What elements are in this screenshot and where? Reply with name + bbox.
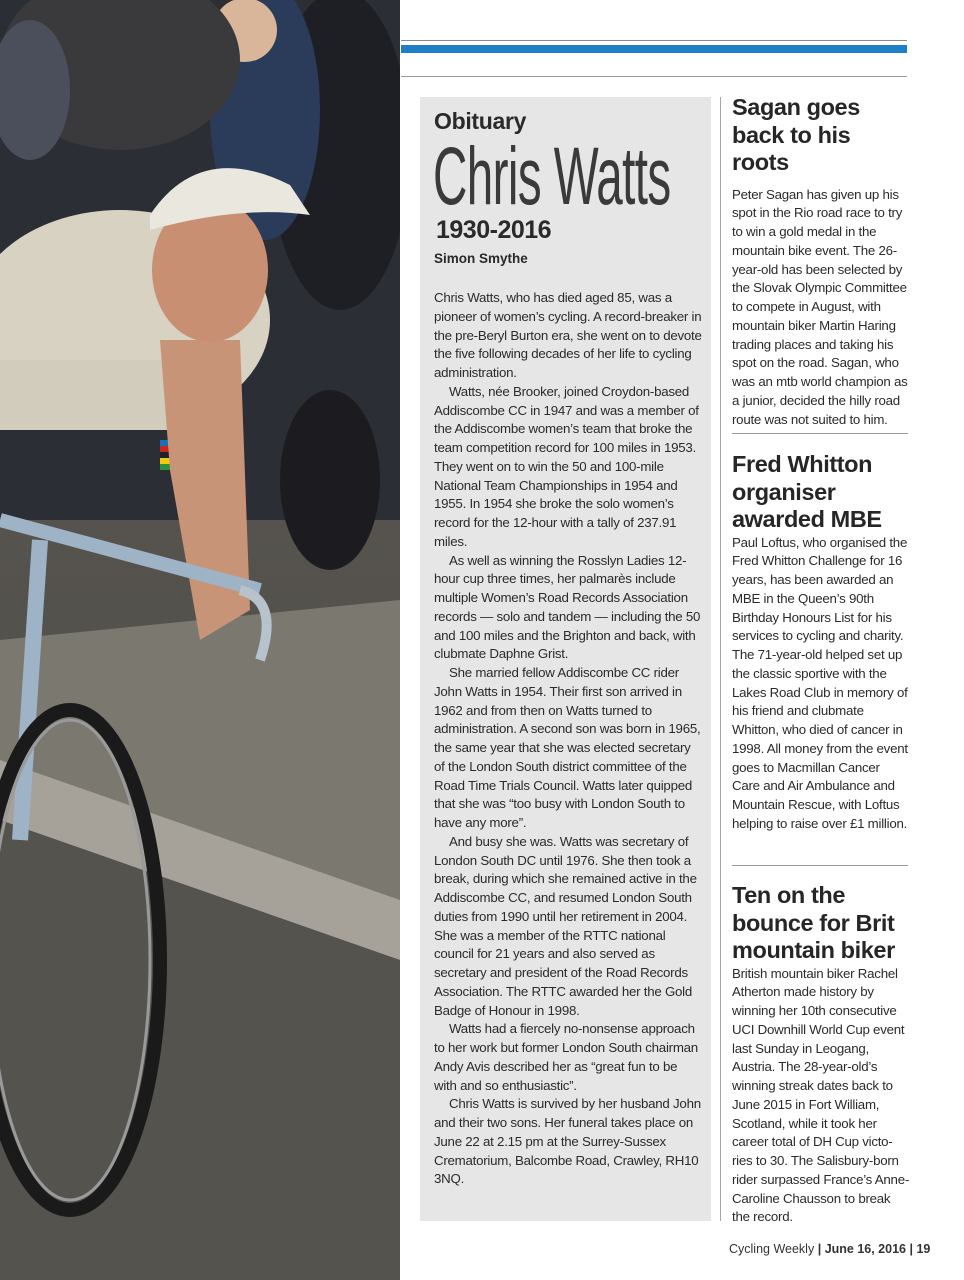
obituary-paragraph: And busy she was. Watts was secretary of London South DC until 1976. She then took a break, during which she remained active in the Addiscombe CC, and resumed London South duties from 1990 until her retirement in 2004. She was a member of the RTTC national council for 21 years and also served as secretary and president of the Road Records Association. The RTTC awarded her the Gold Badge of Honour in 1998. bbox=[434, 833, 697, 1018]
obituary-paragraph: Chris Watts, who has died aged 85, was a pioneer of women’s cycling. A record-breaker in the pre-Beryl Burton era, she went on to devote the five following decades of her life to cycling administration. bbox=[434, 290, 702, 380]
header-rule-bottom bbox=[401, 76, 907, 77]
news-brief bbox=[732, 451, 910, 834]
news-body: Peter Sagan has given up his spot in the Rio road race to try to win a gold medal in the mountain bike event. The 26-year-old has been selected by the Slovak Olympic Committee to compete in August, with mountain biker Martin Haring trading places and taking his spot on the road. Sagan, who was an mtb world champion as a junior, decided the hilly road route was not suited to him. bbox=[732, 186, 908, 427]
news-brief bbox=[732, 882, 910, 1227]
column-divider bbox=[720, 97, 721, 1221]
footer-date: June 16, 2016 bbox=[824, 1242, 906, 1256]
page-footer bbox=[729, 1242, 930, 1256]
footer-separator: | bbox=[817, 1242, 822, 1256]
header-rule-top bbox=[401, 40, 907, 41]
obituary-paragraph: As well as winning the Rosslyn Ladies 12-hour cup three times, her palmarès include multiple Women’s Road Records Association records — solo and tandem — including the 50 and 100 miles and the Brighton and back, with clubmate Daphne Grist. bbox=[434, 552, 701, 662]
footer-page-number: 19 bbox=[916, 1242, 931, 1256]
news-headline: Ten on the bounce for Brit mountain biker bbox=[732, 882, 895, 963]
story-separator bbox=[732, 433, 908, 434]
obituary-paragraph: Chris Watts is survived by her husband John and their two sons. Her funeral takes place on June 22 at 2.15 pm at the Surrey-Sussex Crematorium, Balcombe Road, Crawley, RH10 3NQ. bbox=[434, 1096, 701, 1187]
news-headline: Sagan goes back to his roots bbox=[732, 94, 860, 175]
obituary-body bbox=[434, 289, 702, 1189]
obituary-paragraph: Watts, née Brooker, joined Croydon-based Addiscombe CC in 1947 and was a member of the Addiscombe women’s team that broke the team competition record for 100 miles in 1953. They went on to win the 50 and 100-mile National Team Championships in 1954 and 1955. In 1954 she broke the solo women’s record for the 12-hour with a tally of 237.91 miles. bbox=[434, 383, 699, 549]
footer-separator: | bbox=[909, 1242, 913, 1256]
footer-publication: Cycling Weekly bbox=[729, 1242, 815, 1256]
obituary-name: Chris Watts bbox=[433, 131, 671, 222]
obituary-paragraph: She married fellow Addiscombe CC rider John Watts in 1954. Their first son arrived in 1962 and from then on Watts turned to administration. A second son was born in 1965, the same year that she was elected secretary of the London South district committee of the Road Time Trials Council. Watts later quipped that she was “too busy with London South to have any more”. bbox=[434, 665, 701, 830]
obituary-kicker: Obituary bbox=[434, 108, 527, 134]
header-accent-bar bbox=[401, 45, 907, 53]
obituary-byline: Simon Smythe bbox=[434, 251, 528, 266]
obituary-paragraph: Watts had a fiercely no-nonsense approach to her work but former London South chairman Andy Avis described her as “great fun to be with and so enthusiastic”. bbox=[434, 1021, 698, 1093]
obituary-dates: 1930-2016 bbox=[436, 216, 552, 244]
news-brief bbox=[732, 94, 910, 429]
story-separator bbox=[732, 865, 908, 866]
news-body: Paul Loftus, who organised the Fred Whitton Challenge for 16 years, has been awarded an MBE in the Queen’s 90th Birthday Honours List for his services to cycling and charity. The 71-year-old helped set up the classic sportive with the Lakes Road Club in memory of his friend and clubmate Whitton, who died of cancer in 1998. All money from the event goes to Macmillan Cancer Care and Air Ambulance and Mountain Rescue, with Loftus helping to raise over £1 million. bbox=[732, 534, 908, 831]
cyclist-photo bbox=[0, 0, 400, 1280]
news-headline: Fred Whitton organiser awarded MBE bbox=[732, 451, 882, 532]
news-body: British mountain biker Rachel Atherton made history by winning her 10th consecutive UCI Downhill World Cup event last Sunday in Leogang, Austria. The 28-year-old’s winning streak dates back to June 2015 in Fort William, Scotland, while it took her career total of DH Cup victo-ries to 30. The Salisbury-born rider surpassed France’s Anne-Caroline Chausson to break the record. bbox=[732, 965, 910, 1225]
